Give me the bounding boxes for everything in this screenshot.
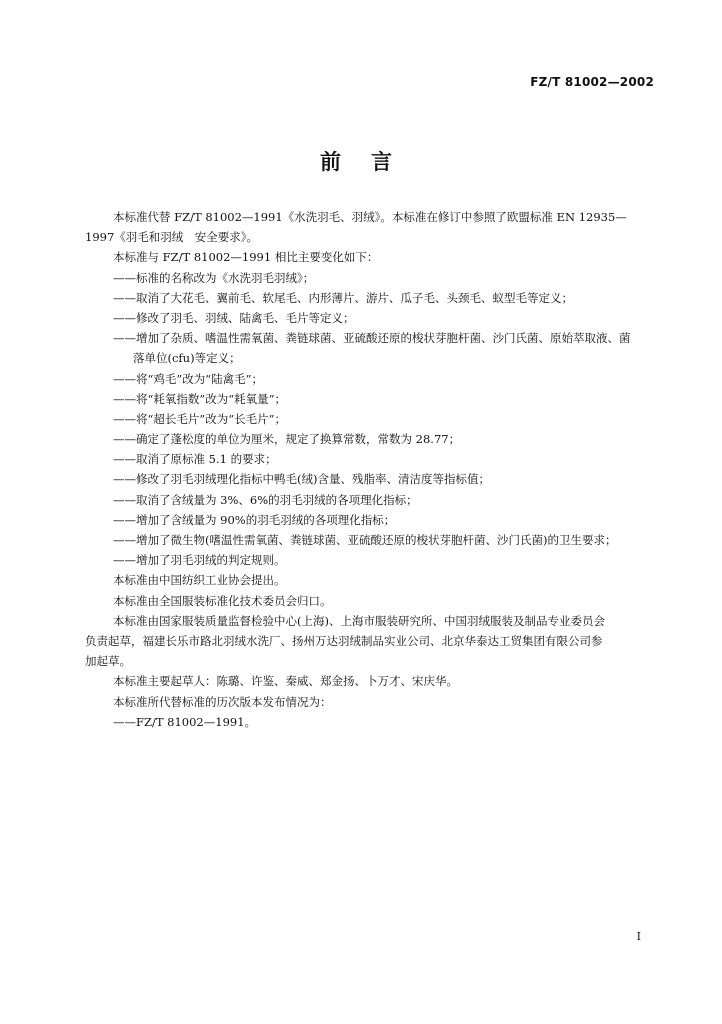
paragraph-line: 负责起草，福建长乐市路北羽绒水洗厂、扬州万达羽绒制品实业公司、北京华泰达工贸集团有限公司参 (85, 633, 603, 648)
change-list-item: ——确定了蓬松度的单位为厘米，规定了换算常数，常数为 28.77； (113, 432, 461, 447)
change-list-item: ——增加了杂质、嗜温性需氧菌、粪链球菌、亚硫酸还原的梭状芽胞杆菌、沙门氏菌、原始萃取液、菌 (113, 331, 631, 346)
change-list-item: ——标准的名称改为《水洗羽毛羽绒》； (113, 270, 315, 285)
change-list-item: ——FZ/T 81002—1991。 (113, 714, 257, 729)
foreword-body (87, 207, 659, 732)
standard-code: FZ/T 81002—2002 (530, 75, 654, 89)
change-list-item: ——将“耗氧指数”改为“耗氧量”； (113, 391, 287, 406)
paragraph-line: 本标准所代替标准的历次版本发布情况为： (113, 694, 332, 709)
change-list-item: ——将“鸡毛”改为“陆禽毛”； (113, 371, 264, 386)
page-title: 前言 (320, 150, 422, 174)
change-list-item: ——修改了羽毛、羽绒、陆禽毛、毛片等定义； (113, 310, 355, 325)
paragraph-line: 本标准由中国纺织工业协会提出。 (113, 573, 286, 588)
paragraph-line: 本标准主要起草人：陈璐、许鉴、秦威、郑金扬、卜万才、宋庆华。 (113, 674, 458, 689)
change-list-item: ——取消了含绒量为 3%、6%的羽毛羽绒的各项理化指标； (113, 492, 418, 507)
paragraph-line: 本标准代替 FZ/T 81002—1991《水洗羽毛、羽绒》。本标准在修订中参照了欧盟标准 EN 12935— (113, 210, 627, 224)
paragraph-line: 1997《羽毛和羽绒 安全要求》。 (85, 230, 259, 245)
paragraph-line: 本标准由国家服装质量监督检验中心(上海)、上海市服装研究所、中国羽绒服装及制品专业委员会 (113, 613, 605, 628)
paragraph-line: 本标准与 FZ/T 81002—1991 相比主要变化如下： (113, 250, 379, 265)
change-list-item: ——修改了羽毛羽绒理化指标中鸭毛(绒)含量、残脂率、清洁度等指标值； (113, 472, 490, 487)
change-list-item: ——将“超长毛片”改为“长毛片”； (113, 411, 287, 426)
paragraph-line: 加起草。 (85, 654, 131, 669)
change-list-item: ——增加了含绒量为 90%的羽毛羽绒的各项理化指标； (113, 512, 396, 527)
change-list-item: ——增加了微生物(嗜温性需氧菌、粪链球菌、亚硫酸还原的梭状芽胞杆菌、沙门氏菌)的卫生要求； (113, 533, 617, 547)
page-number: I (636, 930, 641, 943)
change-list-item: ——增加了羽毛羽绒的判定规则。 (113, 553, 286, 568)
change-list-item-continuation: 落单位(cfu)等定义； (133, 351, 241, 366)
change-list-item: ——取消了原标准 5.1 的要求； (113, 452, 277, 467)
change-list-item: ——取消了大花毛、翼前毛、软尾毛、内形薄片、游片、瓜子毛、头颈毛、蚁型毛等定义； (113, 290, 573, 305)
paragraph-line: 本标准由全国服装标准化技术委员会归口。 (113, 593, 332, 608)
